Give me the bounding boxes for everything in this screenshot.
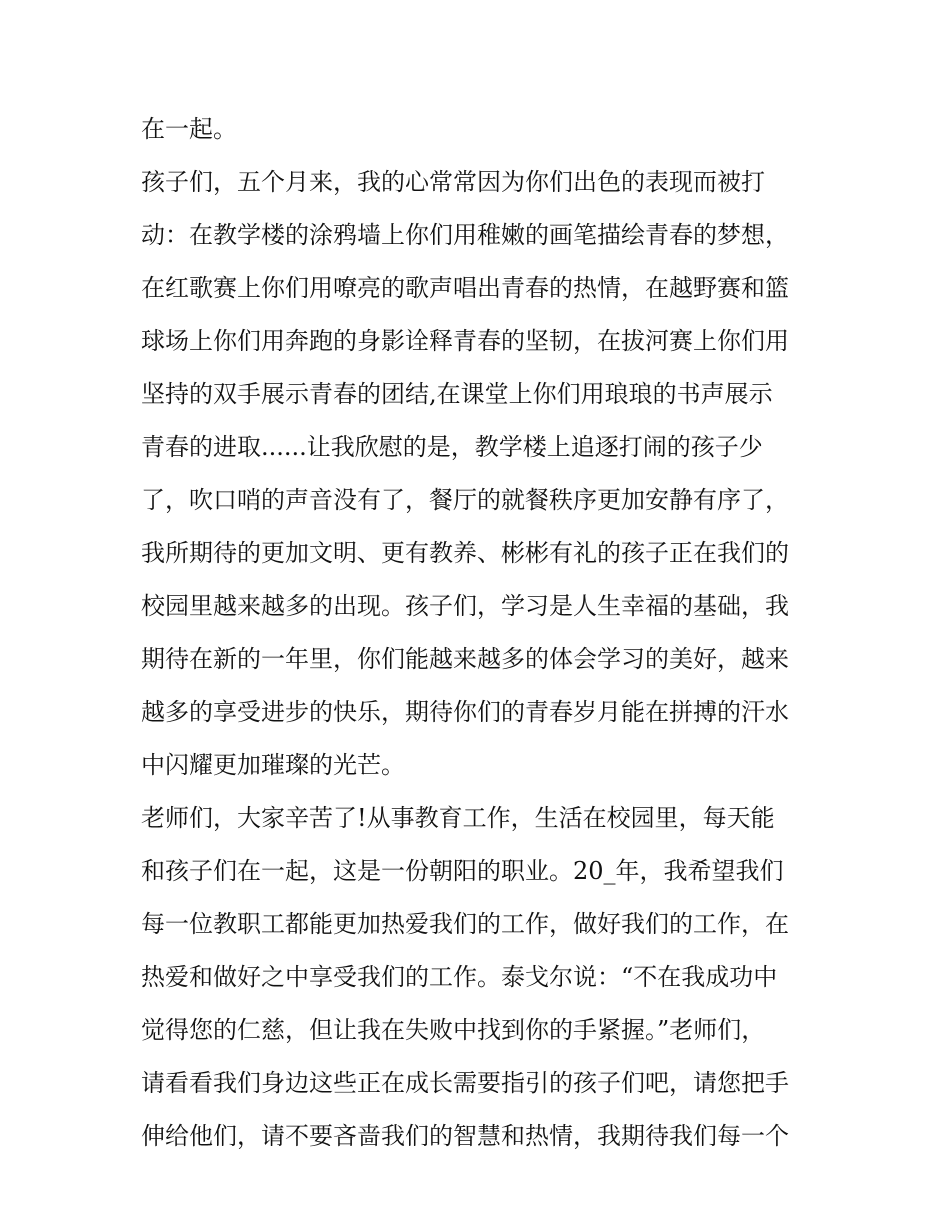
text-line: 每一位教职工都能更加热爱我们的工作，做好我们的工作，在 [141,910,789,938]
text-line: 在一起。 [141,115,237,143]
text-line: 我所期待的更加文明、更有教养、彬彬有礼的孩子正在我们的 [141,539,789,567]
text-line: 孩子们，五个月来，我的心常常因为你们出色的表现而被打 [141,168,765,196]
text-line: 伸给他们，请不要吝啬我们的智慧和热情，我期待我们每一个 [141,1122,789,1150]
text-line: 球场上你们用奔跑的身影诠释青春的坚韧，在拔河赛上你们用 [141,327,789,355]
text-line: 请看看我们身边这些正在成长需要指引的孩子们吧，请您把手 [141,1069,789,1097]
text-line: 坚持的双手展示青春的团结,在课堂上你们用琅琅的书声展示 [141,380,773,408]
text-line: 老师们，大家辛苦了!从事教育工作，生活在校园里，每天能 [141,804,775,832]
text-line: 动：在教学楼的涂鸦墙上你们用稚嫩的画笔描绘青春的梦想， [141,221,789,249]
text-line: 觉得您的仁慈，但让我在失败中找到你的手紧握。”老师们， [141,1016,766,1044]
text-line: 期待在新的一年里，你们能越来越多的体会学习的美好，越来 [141,645,789,673]
text-line: 校园里越来越多的出现。孩子们，学习是人生幸福的基础，我 [141,592,789,620]
document-body [141,107,821,1167]
text-line: 了，吹口哨的声音没有了，餐厅的就餐秩序更加安静有序了， [141,486,789,514]
text-line: 热爱和做好之中享受我们的工作。泰戈尔说：“不在我成功中 [141,963,778,991]
text-line: 中闪耀更加璀璨的光芒。 [141,751,405,779]
text-line: 越多的享受进步的快乐，期待你们的青春岁月能在拼搏的汗水 [141,698,789,726]
text-line: 青春的进取......让我欣慰的是，教学楼上追逐打闹的孩子少 [141,433,763,461]
text-line: 在红歌赛上你们用嘹亮的歌声唱出青春的热情，在越野赛和篮 [141,274,789,302]
text-line: 和孩子们在一起，这是一份朝阳的职业。20_年，我希望我们 [141,857,784,885]
